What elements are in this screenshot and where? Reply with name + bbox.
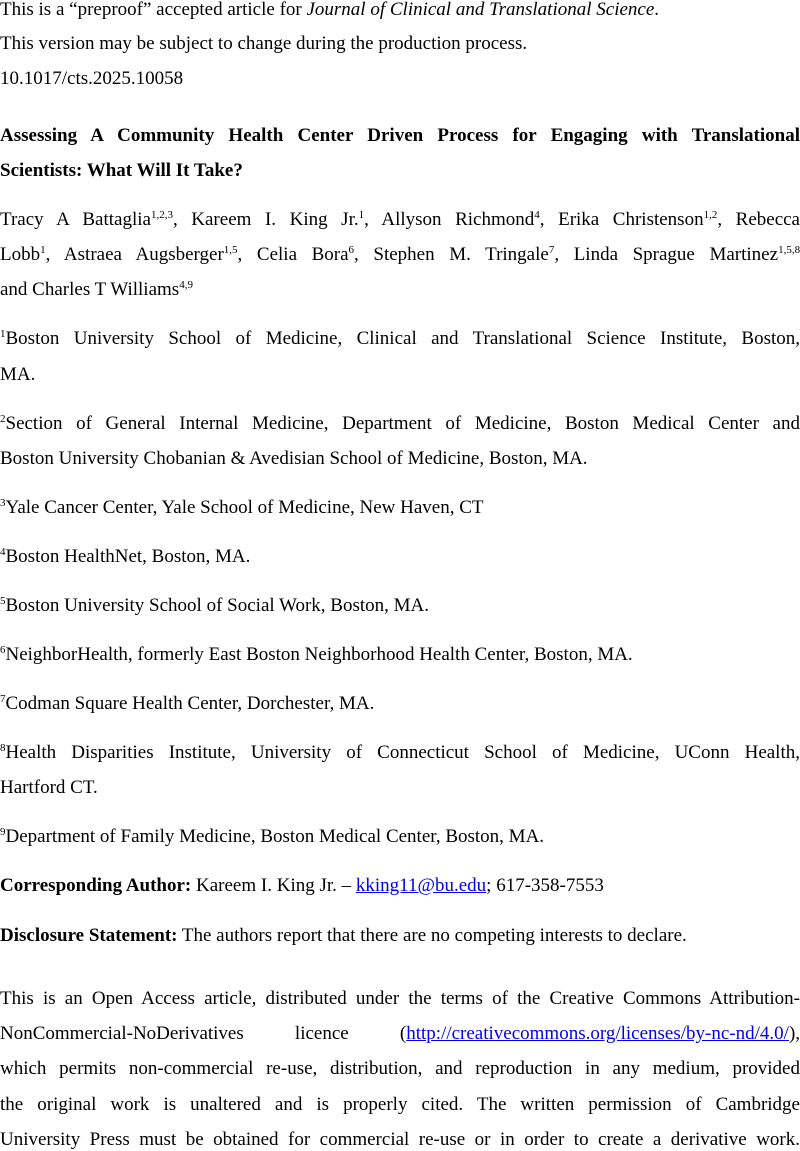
author-list-line-3 (0, 279, 800, 301)
author: Rebecca (735, 209, 800, 230)
affiliation-7: $^7$Codman Square Health Center, Dorchester, MA. (0, 693, 375, 714)
author-list-line-1 (0, 209, 800, 231)
affiliation-8-cont: Hartford CT. (0, 777, 98, 798)
affiliation-9: $^9$Department of Family Medicine, Boston Medical Center, Boston, MA. (0, 826, 545, 847)
affiliation-8: $^8$Health Disparities Institute, University of Connecticut School of Medicine, UConn Health, (0, 742, 800, 763)
license-line-2: NonCommercial-NoDerivatives licence (http://creativecommons.org/licenses/by-nc-nd/4.0/), (0, 1023, 800, 1044)
affiliation-3: $^3$Yale Cancer Center, Yale School of Medicine, New Haven, CT (0, 497, 484, 518)
affiliation-1-cont: MA. (0, 364, 36, 385)
author: Kareem I. King Jr.$^1$, (191, 209, 369, 230)
corresponding-label: Corresponding Author: (0, 875, 192, 896)
article-title-line-1: Assessing A Community Health Center Driven Process for Engaging with Translational (0, 125, 800, 146)
author: Celia Bora$^6$, (256, 244, 359, 265)
author: Stephen M. Tringale$^7$, (373, 244, 560, 265)
corresponding-author: Corresponding Author: Kareem I. King Jr. – kking11@bu.edu; 617-358-7553 (0, 875, 604, 896)
author: Lobb$^1$, (0, 244, 51, 265)
preproof-notice: This is a “preproof” accepted article for Journal of Clinical and Translational Science. (0, 0, 660, 20)
affiliation-6: $^6$NeighborHealth, formerly East Boston Neighborhood Health Center, Boston, MA. (0, 644, 633, 665)
affiliation-2-cont: Boston University Chobanian & Avedisian School of Medicine, Boston, MA. (0, 448, 588, 469)
change-notice: This version may be subject to change during the production process. (0, 33, 528, 54)
author: Tracy A Battaglia$^{1,2,3}$, (0, 209, 178, 230)
author: Erika Christenson$^{1,2}$, (558, 209, 723, 230)
author-email-link[interactable]: kking11@bu.edu (355, 875, 487, 896)
disclosure-statement: Disclosure Statement: The authors report that there are no competing interests to declare. (0, 925, 687, 946)
license-line-4: the original work is unaltered and is properly cited. The written permission of Cambridge (0, 1094, 800, 1115)
author: and Charles T Williams$^{4,9}$ (0, 279, 193, 300)
license-line-3: which permits non-commercial re-use, distribution, and reproduction in any medium, provided (0, 1058, 800, 1079)
license-line-5: University Press must be obtained for commercial re-use or in order to create a derivative work. (0, 1129, 800, 1150)
journal-name: Journal of Clinical and Translational Science (306, 0, 655, 20)
affiliation-5: $^5$Boston University School of Social Work, Boston, MA. (0, 595, 430, 616)
license-line-1: This is an Open Access article, distributed under the terms of the Creative Commons Attribution- (0, 988, 800, 1009)
affiliation-4: $^4$Boston HealthNet, Boston, MA. (0, 546, 251, 567)
affiliation-2: $^2$Section of General Internal Medicine, Department of Medicine, Boston Medical Center and (0, 413, 800, 434)
author: Allyson Richmond$^4$, (381, 209, 545, 230)
doi: 10.1017/cts.2025.10058 (0, 68, 184, 89)
author-list-line-2 (0, 244, 800, 266)
author: Linda Sprague Martinez$^{1,5,8}$ (573, 244, 800, 265)
author: Astraea Augsberger$^{1,5}$, (63, 244, 243, 265)
article-title-line-2: Scientists: What Will It Take? (0, 160, 243, 181)
disclosure-label: Disclosure Statement: (0, 925, 178, 946)
affiliation-1: $^1$Boston University School of Medicine, Clinical and Translational Science Institute, Boston, (0, 328, 800, 349)
license-url-link[interactable]: http://creativecommons.org/licenses/by-nc-nd/4.0/ (406, 1023, 789, 1044)
